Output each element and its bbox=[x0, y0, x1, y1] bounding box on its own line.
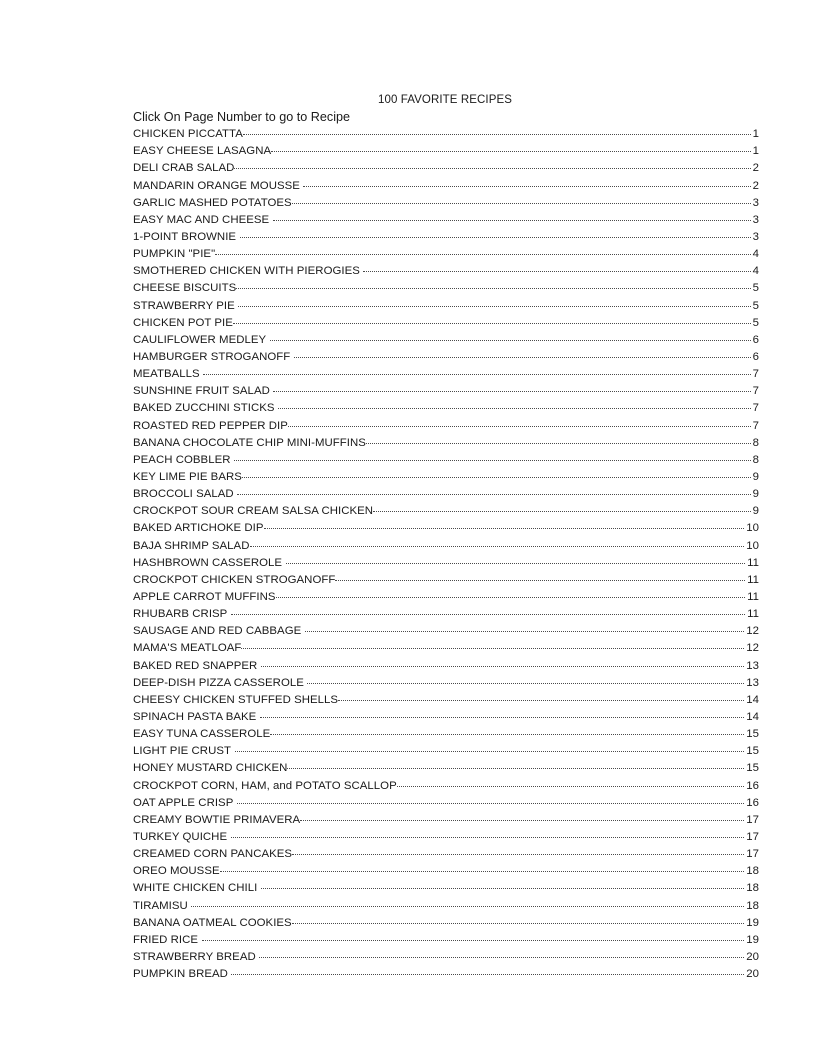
toc-entry[interactable] bbox=[133, 915, 759, 932]
toc-entry-page-number[interactable]: 19 bbox=[746, 933, 759, 946]
toc-entry-page-number[interactable]: 6 bbox=[752, 351, 759, 364]
toc-entry-title: BANANA OATMEAL COOKIES bbox=[133, 916, 292, 929]
toc-instruction-text: Click On Page Number to go to Recipe bbox=[133, 110, 350, 124]
toc-entry[interactable] bbox=[133, 435, 759, 452]
toc-entry-title: SAUSAGE AND RED CABBAGE bbox=[133, 625, 302, 638]
toc-entry-title: LIGHT PIE CRUST bbox=[133, 745, 232, 758]
toc-entry-title: CHEESE BISCUITS bbox=[133, 282, 237, 295]
toc-entry-page-number[interactable]: 4 bbox=[752, 265, 759, 278]
toc-entry[interactable] bbox=[133, 829, 759, 846]
toc-dot-leader bbox=[237, 795, 744, 806]
toc-dot-leader bbox=[250, 538, 745, 549]
toc-dot-leader bbox=[235, 743, 745, 754]
toc-entry-title: BAJA SHRIMP SALAD bbox=[133, 539, 250, 552]
toc-entry[interactable] bbox=[133, 366, 759, 383]
toc-entry-title: CROCKPOT SOUR CREAM SALSA CHICKEN bbox=[133, 505, 374, 518]
toc-dot-leader bbox=[191, 898, 744, 909]
toc-dot-leader bbox=[373, 503, 751, 514]
toc-entry-title: BANANA CHOCOLATE CHIP MINI-MUFFINS bbox=[133, 436, 366, 449]
toc-dot-leader bbox=[366, 435, 751, 446]
toc-entry-page-number[interactable]: 18 bbox=[746, 882, 759, 895]
toc-entry-page-number[interactable]: 3 bbox=[752, 196, 759, 209]
toc-entry[interactable] bbox=[133, 538, 759, 555]
toc-entry[interactable] bbox=[133, 949, 759, 966]
toc-dot-leader bbox=[215, 246, 750, 257]
toc-dot-leader bbox=[261, 658, 744, 669]
toc-dot-leader bbox=[260, 709, 744, 720]
toc-entry-title: PEACH COBBLER bbox=[133, 453, 231, 466]
toc-entry-page-number[interactable]: 15 bbox=[746, 762, 759, 775]
toc-entry-page-number[interactable]: 8 bbox=[752, 436, 759, 449]
toc-entry[interactable] bbox=[133, 160, 759, 177]
toc-entry[interactable] bbox=[133, 400, 759, 417]
toc-entry-page-number[interactable]: 11 bbox=[747, 608, 759, 621]
toc-entry-title: CREAMY BOWTIE PRIMAVERA bbox=[133, 813, 301, 826]
toc-dot-leader bbox=[264, 520, 745, 531]
toc-entry-page-number[interactable]: 17 bbox=[746, 848, 759, 861]
toc-entry-page-number[interactable]: 4 bbox=[752, 248, 759, 261]
toc-entry[interactable] bbox=[133, 280, 759, 297]
toc-entry-title: CHICKEN POT PIE bbox=[133, 316, 233, 329]
toc-entry-page-number[interactable]: 11 bbox=[747, 591, 759, 603]
toc-entry[interactable] bbox=[133, 452, 759, 469]
toc-entry-page-number[interactable]: 17 bbox=[746, 830, 759, 843]
toc-entry[interactable] bbox=[133, 966, 759, 983]
toc-dot-leader bbox=[307, 675, 744, 686]
toc-dot-leader bbox=[202, 932, 745, 943]
toc-dot-leader bbox=[363, 263, 750, 274]
toc-entry-page-number[interactable]: 18 bbox=[746, 899, 759, 912]
toc-entry-page-number[interactable]: 19 bbox=[746, 916, 759, 929]
toc-entry-title: DEEP-DISH PIZZA CASSEROLE bbox=[133, 676, 304, 689]
document-content bbox=[133, 92, 759, 983]
toc-entry-page-number[interactable]: 7 bbox=[752, 385, 759, 398]
toc-entry[interactable] bbox=[133, 298, 759, 315]
toc-entry-title: CROCKPOT CHICKEN STROGANOFF bbox=[133, 573, 336, 586]
toc-dot-leader bbox=[270, 332, 751, 343]
toc-dot-leader bbox=[233, 315, 751, 326]
toc-entry[interactable] bbox=[133, 383, 759, 400]
toc-entry-title: CROCKPOT CORN, HAM, and POTATO SCALLOP bbox=[133, 779, 397, 792]
toc-entry[interactable] bbox=[133, 658, 759, 675]
toc-entry-title: SUNSHINE FRUIT SALAD bbox=[133, 385, 270, 398]
toc-entry-title: CREAMED CORN PANCAKES bbox=[133, 848, 293, 861]
toc-entry[interactable] bbox=[133, 332, 759, 349]
toc-entry-title: MAMA'S MEATLOAF bbox=[133, 642, 242, 655]
toc-dot-leader bbox=[231, 829, 745, 840]
toc-dot-leader bbox=[203, 366, 750, 377]
toc-dot-leader bbox=[243, 126, 751, 137]
toc-dot-leader bbox=[234, 160, 750, 171]
toc-entry[interactable] bbox=[133, 709, 759, 726]
toc-entry-title: EASY TUNA CASSEROLE bbox=[133, 728, 271, 741]
toc-entry-page-number[interactable]: 3 bbox=[752, 213, 759, 226]
toc-entry-title: STRAWBERRY BREAD bbox=[133, 950, 256, 963]
toc-entry[interactable] bbox=[133, 555, 759, 572]
toc-entry-title: CHEESY CHICKEN STUFFED SHELLS bbox=[133, 693, 339, 706]
toc-entry[interactable] bbox=[133, 589, 759, 606]
toc-entry-title: MANDARIN ORANGE MOUSSE bbox=[133, 179, 300, 192]
toc-entry-page-number[interactable]: 12 bbox=[746, 625, 759, 638]
toc-dot-leader bbox=[270, 726, 744, 737]
toc-entry[interactable] bbox=[133, 418, 759, 435]
toc-entry-page-number[interactable]: 9 bbox=[752, 488, 759, 501]
toc-entry[interactable] bbox=[133, 315, 759, 332]
toc-dot-leader bbox=[241, 640, 744, 651]
toc-entry[interactable] bbox=[133, 932, 759, 949]
toc-entry[interactable] bbox=[133, 143, 759, 160]
toc-entry-page-number[interactable]: 11 bbox=[747, 556, 759, 569]
toc-entry-page-number[interactable]: 10 bbox=[746, 522, 759, 535]
toc-entry-title: BAKED ARTICHOKE DIP bbox=[133, 522, 264, 535]
toc-entry-page-number[interactable]: 7 bbox=[752, 368, 759, 381]
toc-entry[interactable] bbox=[133, 520, 759, 537]
toc-entry-title: KEY LIME PIE BARS bbox=[133, 471, 242, 484]
toc-entry-page-number[interactable]: 16 bbox=[746, 779, 759, 792]
toc-entry-title: BAKED RED SNAPPER bbox=[133, 659, 258, 672]
toc-entry-title: PUMPKIN "PIE" bbox=[133, 248, 216, 261]
toc-dot-leader bbox=[278, 400, 751, 411]
toc-entry-page-number[interactable]: 9 bbox=[752, 505, 759, 518]
toc-entry-page-number[interactable]: 14 bbox=[746, 693, 759, 706]
toc-entry[interactable] bbox=[133, 606, 759, 623]
toc-entry-title: EASY MAC AND CHEESE bbox=[133, 213, 270, 226]
toc-entry-page-number[interactable]: 13 bbox=[746, 659, 759, 672]
toc-entry[interactable] bbox=[133, 675, 759, 692]
toc-entry[interactable] bbox=[133, 263, 759, 280]
toc-entry-page-number[interactable]: 12 bbox=[746, 642, 759, 655]
toc-entry-page-number[interactable]: 5 bbox=[752, 299, 759, 312]
toc-entry-title: HAMBURGER STROGANOFF bbox=[133, 351, 291, 364]
toc-dot-leader bbox=[335, 572, 745, 583]
toc-entry-title: FRIED RICE bbox=[133, 933, 199, 946]
toc-entry[interactable] bbox=[133, 503, 759, 520]
toc-entry-page-number[interactable]: 8 bbox=[752, 453, 759, 466]
toc-entry-page-number[interactable]: 11 bbox=[747, 573, 759, 586]
toc-dot-leader bbox=[288, 418, 751, 429]
toc-dot-leader bbox=[292, 915, 745, 926]
toc-dot-leader bbox=[240, 229, 751, 240]
toc-dot-leader bbox=[292, 846, 744, 857]
toc-entry-title: MEATBALLS bbox=[133, 368, 200, 381]
toc-entry[interactable] bbox=[133, 640, 759, 657]
toc-entry-title: OAT APPLE CRISP bbox=[133, 796, 234, 809]
toc-entry[interactable] bbox=[133, 246, 759, 263]
toc-entry-title: DELI CRAB SALAD bbox=[133, 162, 235, 175]
toc-dot-leader bbox=[231, 606, 745, 617]
toc-entry-title: STRAWBERRY PIE bbox=[133, 299, 235, 312]
toc-entry-title: HONEY MUSTARD CHICKEN bbox=[133, 762, 288, 775]
table-of-contents-list bbox=[133, 126, 759, 983]
toc-entry[interactable] bbox=[133, 178, 759, 195]
toc-dot-leader bbox=[234, 452, 751, 463]
toc-entry[interactable] bbox=[133, 795, 759, 812]
toc-entry-title: APPLE CARROT MUFFINS bbox=[133, 591, 276, 603]
toc-entry-page-number[interactable]: 7 bbox=[752, 402, 759, 415]
toc-entry-page-number[interactable]: 5 bbox=[752, 316, 759, 329]
toc-dot-leader bbox=[397, 778, 744, 789]
toc-dot-leader bbox=[237, 486, 750, 497]
toc-entry-title: TIRAMISU bbox=[133, 899, 188, 912]
toc-entry-title: ROASTED RED PEPPER DIP bbox=[133, 419, 288, 432]
toc-entry[interactable] bbox=[133, 623, 759, 640]
toc-dot-leader bbox=[271, 143, 750, 154]
toc-entry-page-number[interactable]: 15 bbox=[746, 745, 759, 758]
toc-entry[interactable] bbox=[133, 469, 759, 486]
toc-entry-page-number[interactable]: 20 bbox=[746, 950, 759, 963]
toc-entry[interactable] bbox=[133, 812, 759, 829]
toc-entry-page-number[interactable]: 15 bbox=[746, 728, 759, 741]
toc-dot-leader bbox=[236, 280, 750, 291]
toc-entry[interactable] bbox=[133, 692, 759, 709]
toc-dot-leader bbox=[220, 863, 745, 874]
toc-entry-title: PUMPKIN BREAD bbox=[133, 968, 228, 981]
toc-entry[interactable] bbox=[133, 212, 759, 229]
toc-dot-leader bbox=[273, 383, 750, 394]
toc-entry[interactable] bbox=[133, 760, 759, 777]
toc-entry-page-number[interactable]: 5 bbox=[752, 282, 759, 295]
toc-dot-leader bbox=[242, 469, 751, 480]
toc-entry[interactable] bbox=[133, 229, 759, 246]
toc-entry-page-number[interactable]: 2 bbox=[752, 162, 759, 175]
toc-entry-title: TURKEY QUICHE bbox=[133, 830, 228, 843]
toc-dot-leader bbox=[231, 966, 744, 977]
toc-entry-page-number[interactable]: 17 bbox=[746, 813, 759, 826]
toc-entry-title: HASHBROWN CASSEROLE bbox=[133, 556, 283, 569]
toc-entry-title: SPINACH PASTA BAKE bbox=[133, 710, 257, 723]
toc-dot-leader bbox=[300, 812, 744, 823]
page-title: 100 FAVORITE RECIPES bbox=[377, 94, 513, 106]
toc-entry[interactable] bbox=[133, 863, 759, 880]
toc-entry-page-number[interactable]: 18 bbox=[746, 865, 759, 878]
toc-entry[interactable] bbox=[133, 126, 759, 143]
toc-entry[interactable] bbox=[133, 743, 759, 760]
toc-entry-page-number[interactable]: 10 bbox=[746, 539, 759, 552]
toc-entry-page-number[interactable]: 14 bbox=[746, 710, 759, 723]
toc-entry-page-number[interactable]: 7 bbox=[752, 419, 759, 432]
toc-entry[interactable] bbox=[133, 195, 759, 212]
toc-dot-leader bbox=[305, 623, 744, 634]
toc-dot-leader bbox=[294, 349, 751, 360]
toc-dot-leader bbox=[273, 212, 751, 223]
toc-entry-title: BROCCOLI SALAD bbox=[133, 488, 234, 501]
toc-entry[interactable] bbox=[133, 898, 759, 915]
toc-entry-title: CAULIFLOWER MEDLEY bbox=[133, 333, 267, 346]
toc-entry-page-number[interactable]: 3 bbox=[752, 231, 759, 244]
toc-entry-page-number[interactable]: 6 bbox=[752, 333, 759, 346]
toc-dot-leader bbox=[259, 949, 744, 960]
toc-entry[interactable] bbox=[133, 880, 759, 897]
toc-entry-page-number[interactable]: 13 bbox=[746, 676, 759, 689]
toc-dot-leader bbox=[261, 880, 744, 891]
toc-dot-leader bbox=[286, 555, 746, 566]
toc-entry-page-number[interactable]: 1 bbox=[752, 128, 759, 141]
toc-entry-title: RHUBARB CRISP bbox=[133, 608, 228, 621]
toc-entry-page-number[interactable]: 9 bbox=[752, 471, 759, 484]
toc-entry-title: GARLIC MASHED POTATOES bbox=[133, 196, 292, 209]
toc-entry-page-number[interactable]: 16 bbox=[746, 796, 759, 809]
toc-entry-title: SMOTHERED CHICKEN WITH PIEROGIES bbox=[133, 265, 360, 278]
toc-entry-page-number[interactable]: 20 bbox=[746, 968, 759, 981]
toc-entry[interactable] bbox=[133, 726, 759, 743]
toc-dot-leader bbox=[287, 760, 744, 771]
toc-entry-title: EASY CHEESE LASAGNA bbox=[133, 145, 272, 158]
toc-entry[interactable] bbox=[133, 486, 759, 503]
toc-entry[interactable] bbox=[133, 349, 759, 366]
toc-entry-title: 1-POINT BROWNIE bbox=[133, 231, 237, 244]
toc-dot-leader bbox=[238, 298, 750, 309]
toc-entry[interactable] bbox=[133, 572, 759, 589]
toc-entry[interactable] bbox=[133, 846, 759, 863]
toc-entry-title: WHITE CHICKEN CHILI bbox=[133, 882, 258, 895]
toc-dot-leader bbox=[303, 178, 750, 189]
toc-dot-leader bbox=[276, 589, 746, 600]
toc-entry-title: BAKED ZUCCHINI STICKS bbox=[133, 402, 275, 415]
toc-entry-page-number[interactable]: 1 bbox=[752, 145, 759, 158]
toc-dot-leader bbox=[292, 195, 751, 206]
toc-entry[interactable] bbox=[133, 778, 759, 795]
toc-entry-title: OREO MOUSSE bbox=[133, 865, 220, 878]
toc-dot-leader bbox=[338, 692, 744, 703]
toc-entry-page-number[interactable]: 2 bbox=[752, 179, 759, 192]
toc-entry-title: CHICKEN PICCATTA bbox=[133, 128, 243, 141]
